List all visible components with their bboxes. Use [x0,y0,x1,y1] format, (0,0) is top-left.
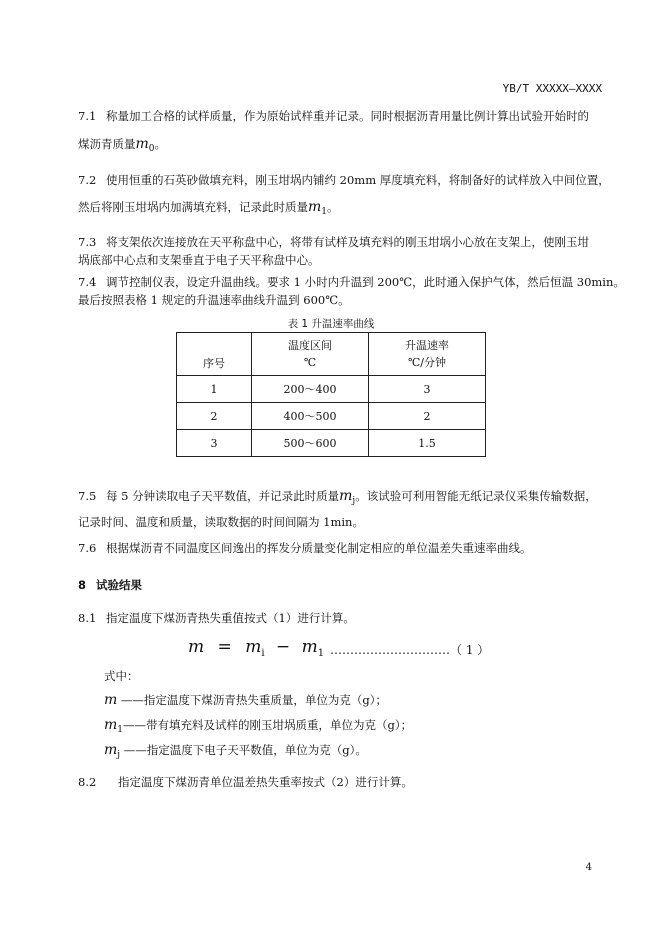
table-caption: 表 1 升温速率曲线 [287,318,375,330]
math-subscript: j [117,750,121,760]
where-description: ——指定温度下电子天平数值，单位为克（g）。 [120,743,367,757]
page-number: 4 [585,862,592,873]
clause-7-2-line2 [78,199,598,217]
clause-text: 。该试验可利用智能无纸记录仪采集传输数据， [355,489,597,503]
clause-7-1-line2 [78,136,598,154]
math-variable: m [135,136,149,152]
table-row [177,430,486,457]
clause-text: 煤沥青质量 [78,137,136,151]
clause-8-1 [78,610,598,626]
clause-text: 使用恒重的石英砂做填充料，刚玉坩埚内铺约 20mm 厚度填充料，将制备好的试样放入中间位置， [106,173,610,187]
where-item [104,742,367,760]
header-temperature-range [252,333,369,376]
where-label: 式中： [104,669,139,683]
clause-7-2-line1 [78,172,610,188]
section-title: 试验结果 [96,578,142,592]
header-index: 序号 [177,333,252,376]
cell-rate: 2 [369,403,486,430]
clause-number: 7.5 [78,489,97,503]
cell-rate: 3 [369,376,486,403]
math-variable: m [104,717,118,733]
math-subscript: 0 [148,144,155,154]
table-row [177,403,486,430]
section-8-heading [78,577,598,593]
formula-number: …………………………（ 1 ） [330,643,490,657]
clause-number: 8.2 [78,775,97,789]
clause-text: 然后将刚玉坩埚内加满填充料，记录此时质量 [78,200,308,214]
cell-range: 500～600 [252,430,369,457]
clause-7-6-line1 [78,540,598,556]
cell-index: 1 [177,376,252,403]
math-variable: m [339,488,353,504]
clause-number: 7.2 [78,173,97,187]
math-subscript: 1 [317,648,325,659]
header-text: 温度区间 [288,339,332,352]
clause-7-5-line2: 记录时间、温度和质量，读取数据的时间间隔为 1min。 [78,515,364,529]
clause-text: 每 5 分钟读取电子天平数值，并记录此时质量 [106,489,340,503]
clause-number: 8.1 [78,611,97,625]
clause-text: 。 [154,137,167,151]
math-operator: = [217,637,232,657]
math-variable: m [301,637,318,657]
clause-7-3-line1 [78,234,598,250]
math-subscript: j [352,496,356,506]
math-variable: m [104,692,118,708]
cell-rate: 1.5 [369,430,486,457]
table-header-row [177,333,486,376]
cell-range: 200～400 [252,376,369,403]
clause-7-1-line1 [78,108,598,124]
section-number: 8 [78,578,87,592]
where-description: ——指定温度下煤沥青热失重质量，单位为克（g）； [117,693,388,707]
cell-index: 2 [177,403,252,430]
clause-number: 7.3 [78,235,97,249]
cell-range: 400～500 [252,403,369,430]
where-item [104,692,387,710]
table-row [177,376,486,403]
where-item [104,717,412,735]
header-unit: ℃/分钟 [407,356,446,369]
clause-text: 称量加工合格的试样质量，作为原始试样重并记录。同时根据沥青用量比例计算出试验开始时的 [106,109,589,123]
heating-rate-table [176,332,486,457]
math-subscript: 1 [117,725,124,735]
math-operator: − [275,637,291,657]
math-variable: m [308,199,322,215]
where-description: ——带有填充料及试样的刚玉坩埚质重，单位为克（g）； [123,718,413,732]
header-heating-rate [369,333,486,376]
clause-7-4-line1 [78,274,625,290]
cell-index: 3 [177,430,252,457]
math-subscript: 1 [321,207,328,217]
math-variable: m [245,637,262,657]
clause-text: 。 [327,200,339,214]
header-unit: ℃ [303,356,317,369]
clause-text: 调节控制仪表，设定升温曲线。要求 1 小时内升温到 200℃，此时通入保护气体，然后恒温 30min。 [106,275,625,289]
clause-text: 指定温度下煤沥青单位温差热失重率按式（2）进行计算。 [118,775,413,789]
clause-number: 7.1 [78,109,97,123]
clause-number: 7.6 [78,541,97,555]
clause-text: 根据煤沥青不同温度区间逸出的挥发分质量变化制定相应的单位温差失重速率曲线。 [106,541,532,555]
clause-number: 7.4 [78,275,97,289]
clause-text: 指定温度下煤沥青热失重值按式（1）进行计算。 [106,611,355,625]
math-subscript: i [261,648,265,659]
clause-7-5-line1 [78,488,598,506]
clause-7-3-line2: 埚底部中心点和支架垂直于电子天平称盘中心。 [78,253,320,267]
math-variable: m [188,637,205,657]
math-variable: m [104,742,118,758]
header-text: 升温速率 [405,339,449,352]
formula-1 [188,637,324,659]
document-id: YB/T XXXXX—XXXX [502,82,602,95]
clause-8-2 [78,774,598,790]
clause-text: 将支架依次连接放在天平称盘中心，将带有试样及填充料的刚玉坩埚小心放在支架上，使刚玉坩 [106,235,589,249]
clause-7-4-line2: 最后按照表格 1 规定的升温速率曲线升温到 600℃。 [78,293,350,307]
